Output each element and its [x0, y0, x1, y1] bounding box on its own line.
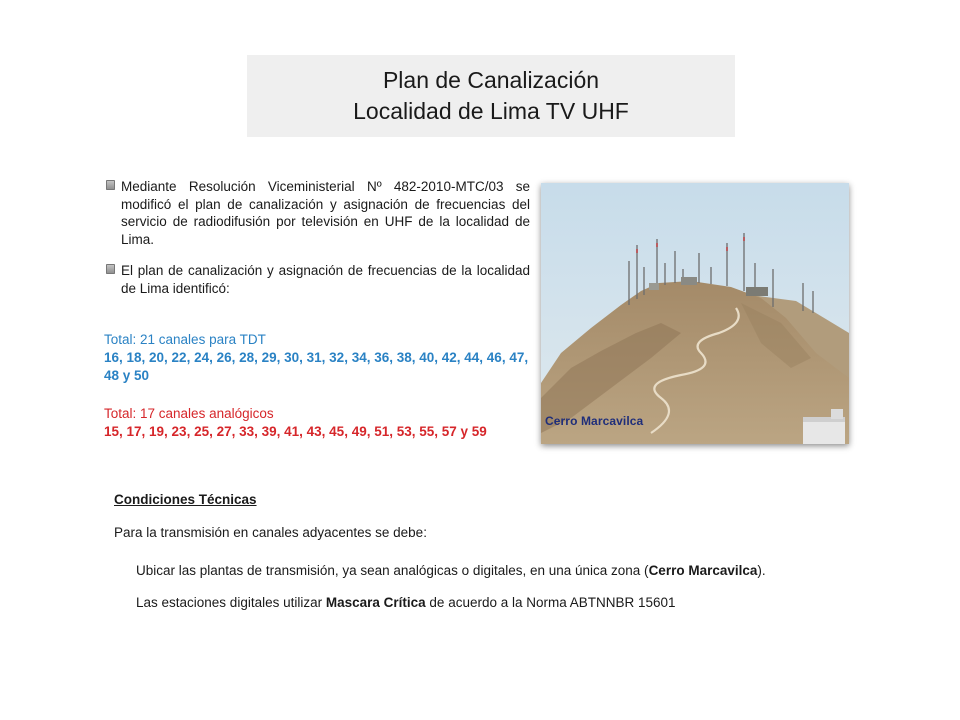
bullet-list: [104, 178, 530, 297]
condition-bold-text: Cerro Marcavilca: [648, 563, 758, 578]
condition-text: de acuerdo a la Norma ABTNNBR 15601: [425, 595, 676, 610]
title-line-1: Plan de Canalización: [382, 67, 600, 93]
analog-total-label: Total: 17 canales analógicos: [104, 406, 274, 421]
analog-channel-list: 15, 17, 19, 23, 25, 27, 33, 39, 41, 43, 45, 49, 51, 53, 55, 57 y 59: [104, 424, 487, 439]
tdt-channel-list: 16, 18, 20, 22, 24, 26, 28, 29, 30, 31, 32, 34, 36, 38, 40, 42, 44, 46, 47, 48 y 50: [104, 350, 529, 383]
bullet-marker-icon: [106, 264, 115, 274]
condition-item-location: [136, 562, 934, 580]
title-line-2: Localidad de Lima TV UHF: [353, 98, 629, 124]
condition-text: Ubicar las plantas de transmisión, ya sean analógicas o digitales, en una única zona (: [136, 563, 649, 578]
condition-item-mask: [136, 594, 934, 612]
technical-conditions: [114, 491, 934, 612]
bullet-text: El plan de canalización y asignación de frecuencias de la localidad de Lima identificó:: [121, 263, 530, 296]
bullet-plan: [104, 262, 530, 297]
bullet-marker-icon: [106, 180, 115, 190]
condition-text: ).: [757, 563, 766, 578]
cerro-marcavilca-photo: [541, 183, 849, 444]
bullet-text: Mediante Resolución Viceministerial Nº 482-2010-MTC/03 se modificó el plan de canalización y asignación de frecuencias del servicio de radiodifusión por televisión en UHF de la localidad de Lima.: [121, 179, 530, 247]
photo-caption: Cerro Marcavilca: [545, 414, 644, 428]
title-box: [247, 55, 735, 137]
tdt-total-label: Total: 21 canales para TDT: [104, 332, 266, 347]
conditions-title: Condiciones Técnicas: [114, 492, 257, 507]
hill-with-antennas-photo: [541, 183, 849, 444]
conditions-intro: Para la transmisión en canales adyacentes se debe:: [114, 525, 427, 540]
channel-totals: [104, 331, 534, 441]
condition-bold-text: Mascara Crítica: [325, 595, 426, 610]
bullet-resolution: [104, 178, 530, 248]
condition-text: Las estaciones digitales utilizar: [136, 595, 326, 610]
